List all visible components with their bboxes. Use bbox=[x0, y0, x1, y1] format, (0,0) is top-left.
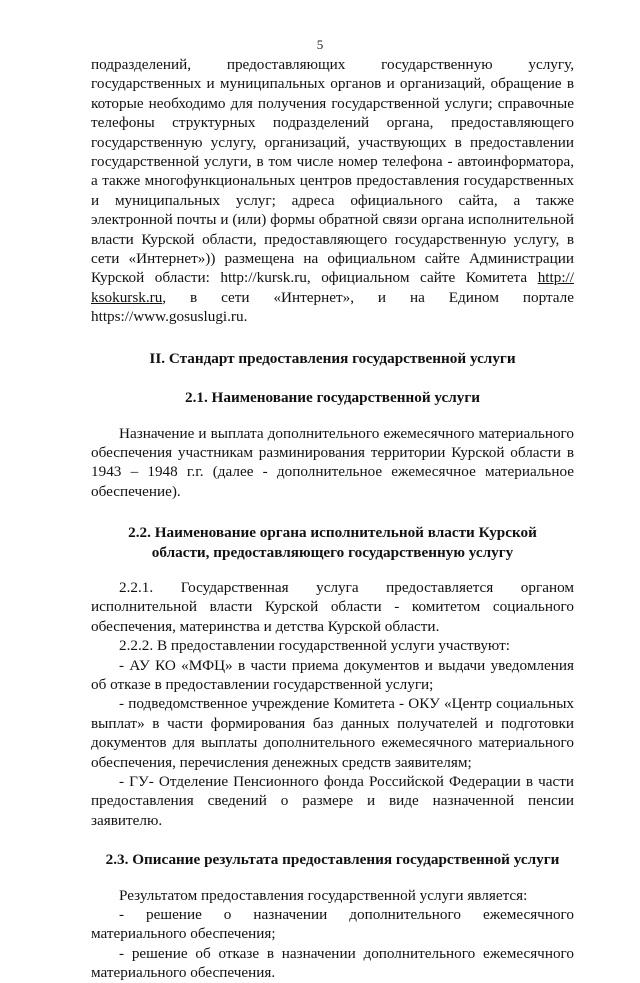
section-2-3-heading: 2.3. Описание результата предоставления государственной услуги bbox=[105, 851, 560, 869]
section-2-2-item-oku: - подведомственное учреждение Комитета - ОКУ «Центр социальных выплат» в части формирования баз данных получателей и подготовки документов для выплаты дополнительного ежемесячного материального обеспечения, перечисления денежных средств заявителям; bbox=[91, 695, 574, 771]
section-2-1-heading: 2.1. Наименование государственной услуги bbox=[184, 389, 481, 407]
section-2-2-heading-line2: области, предоставляющего государственную услугу bbox=[151, 543, 514, 561]
intro-text-end: , в сети «Интернет», и на Едином портале https://www.gosuslugi.ru. bbox=[91, 288, 574, 326]
section-2-2-item-mfc: - АУ КО «МФЦ» в части приема документов и выдачи уведомления об отказе в предоставлении государственной услуги; bbox=[91, 656, 574, 693]
section-2-2-heading-line1: 2.2. Наименование органа исполнительной власти Курской bbox=[128, 524, 537, 542]
section-2-2-item-pension-fund: - ГУ- Отделение Пенсионного фонда Российской Федерации в части предоставления сведений о размере и виде назначенной пенсии заявителю. bbox=[91, 773, 574, 829]
section-2-3-intro: Результатом предоставления государственной услуги является: bbox=[119, 886, 528, 904]
intro-text: подразделений, предоставляющих государственную услугу, государственных и муниципальных органов и организаций, обращение в которые необходимо для получения государственной услуги; справочные телефоны структурных подразделений органа, предоставляющего государственную услугу, организаций, участвующих в предоставлении государственной услуги, в том числе номер телефона - автоинформатора, а также многофункциональных центров предоставления государственных и муниципальных услуг; адреса официального сайта, а также электронной почты и (или) формы обратной связи органа исполнительной власти Курской области, предоставляющего государственную услугу, в сети «Интернет»)) размещена на официальном сайте Администрации Курской области: http://kursk.ru, официальном сайте Комитета bbox=[91, 56, 574, 287]
section-2-3-item-approval: - решение о назначении дополнительного ежемесячного материального обеспечения; bbox=[91, 906, 574, 943]
section-2-2-1-text: 2.2.1. Государственная услуга предоставляется органом исполнительной власти Курской области - комитетом социального обеспечения, материнства и детства Курской области. bbox=[91, 578, 574, 635]
section-2-2-2-text: 2.2.2. В предоставлении государственной услуги участвуют: bbox=[119, 637, 510, 655]
document-body bbox=[91, 55, 574, 983]
section-2-heading: II. Стандарт предоставления государственной услуги bbox=[149, 349, 516, 367]
section-2-3-item-refusal: - решение об отказе в назначении дополнительного ежемесячного материального обеспечения. bbox=[91, 944, 574, 982]
committee-website-link[interactable]: http:// ksokursk.ru bbox=[91, 269, 574, 306]
section-2-1-text: Назначение и выплата дополнительного ежемесячного материального обеспечения участникам разминирования территории Курской области в 1943 – 1948 г.г. (далее - дополнительное ежемесячное материальное обеспечение). bbox=[91, 424, 574, 500]
intro-paragraph bbox=[91, 55, 574, 327]
page-number: 5 bbox=[316, 37, 324, 52]
